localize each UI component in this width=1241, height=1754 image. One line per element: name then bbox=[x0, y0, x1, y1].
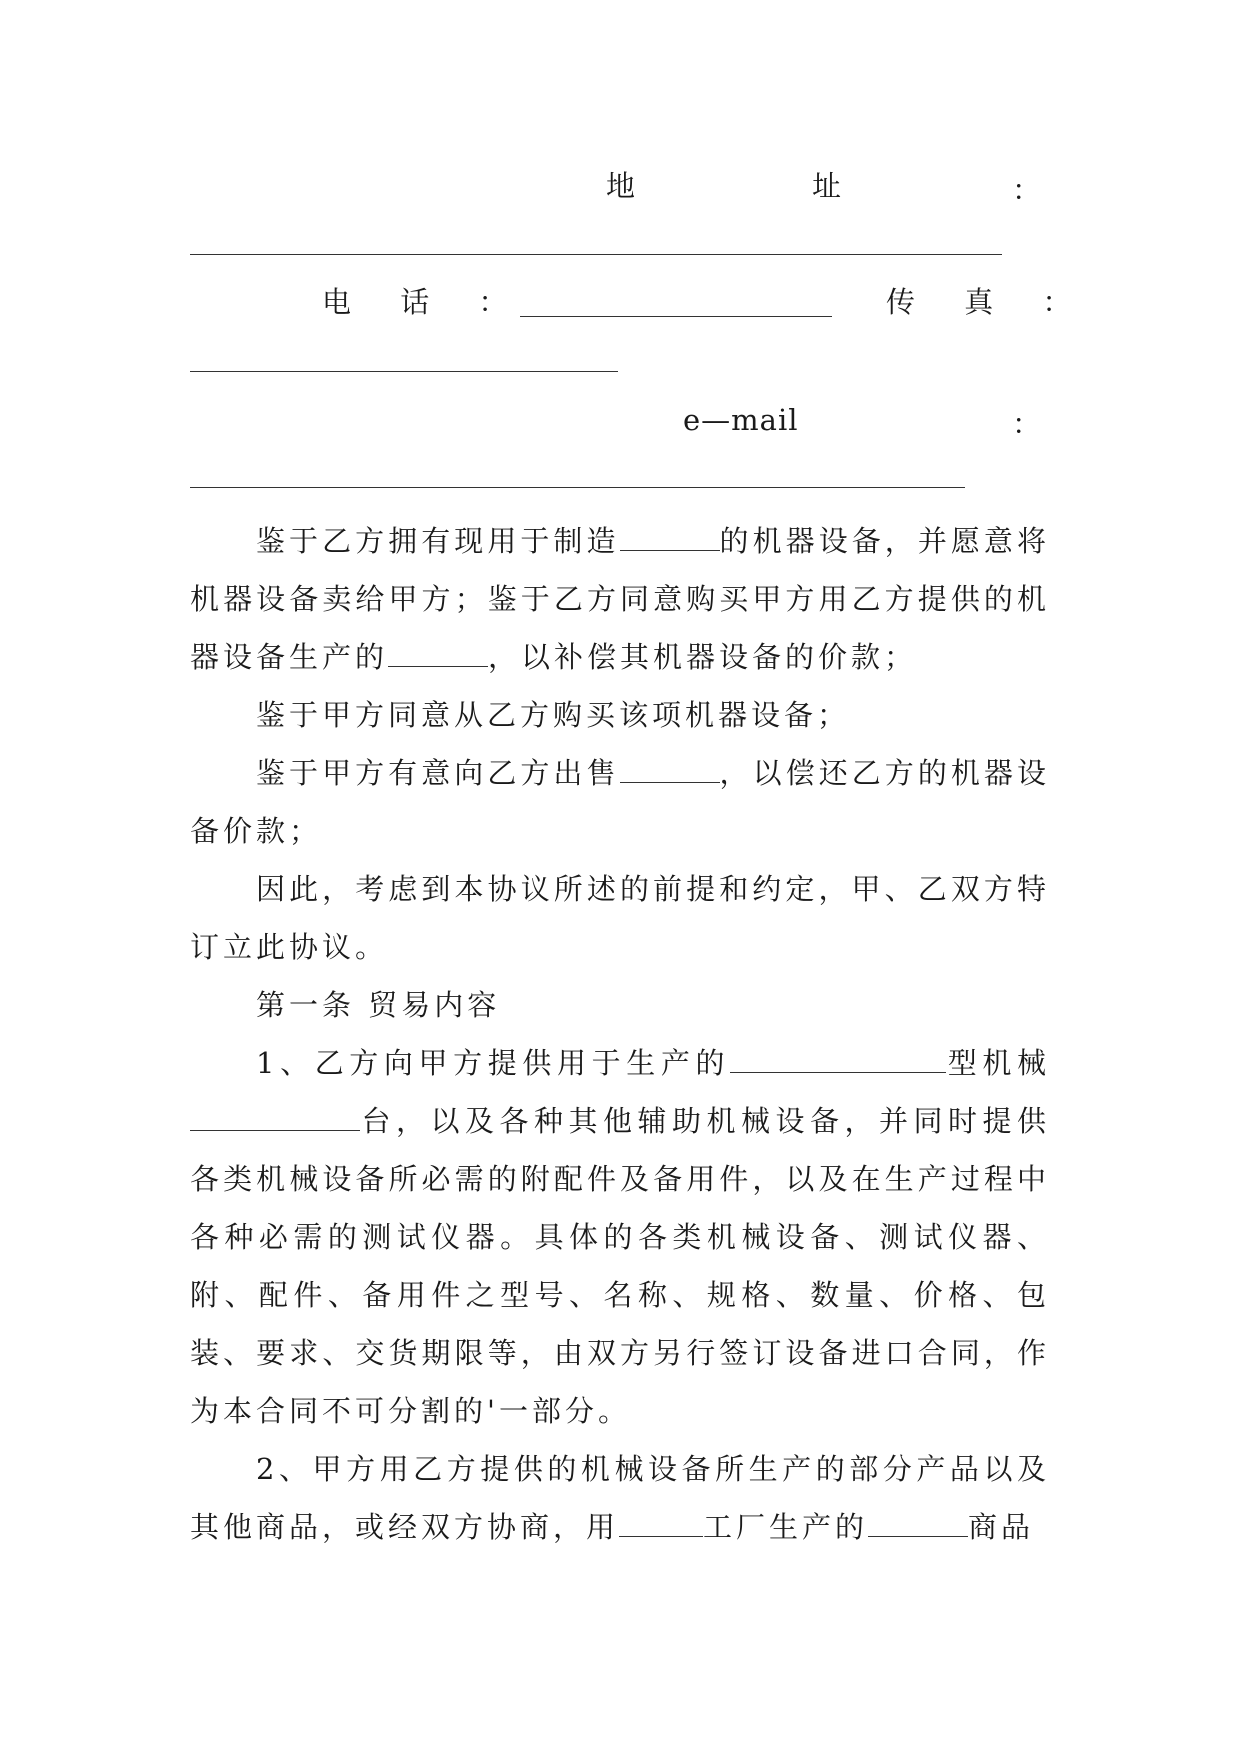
fax-label: 传 真 ： bbox=[886, 285, 1092, 319]
paragraph-recital-2: 鉴于甲方同意从乙方购买该项机器设备； bbox=[256, 698, 851, 732]
paragraph-conclusion: 因此，考虑到本协议所述的前提和约定，甲、乙双方特订立此协议。 bbox=[190, 872, 1050, 964]
blank-quantity bbox=[190, 1106, 360, 1131]
item-1-part-a: 1、乙方向甲方提供用于生产的 bbox=[256, 1046, 731, 1080]
item-1-part-c: 台，以及各种其他辅助机械设备，并同时提供各类机械设备所必需的附配件及备用件，以及在生产过程中各种必需的测试仪器。具体的各类机械设备、测试仪器、附、配件、备用件之型号、名称、规格、数量、价格、包装、要求、交货期限等，由双方另行签订设备进口合同，作为本合同不可分割的'一部分。 bbox=[190, 1104, 1050, 1428]
address-label-char-1: 地 bbox=[606, 169, 640, 203]
fax-fill-line bbox=[190, 371, 618, 372]
recital-3-part-b: ，以偿还乙方的机器设备价款； bbox=[190, 756, 1050, 848]
article-1-item-1 bbox=[190, 1034, 1050, 1440]
item-1-part-b: 型机械 bbox=[946, 1046, 1050, 1080]
paragraph-recital-3 bbox=[190, 744, 1050, 860]
recital-1-part-c: ，以补偿其机器设备的价款； bbox=[488, 640, 918, 674]
address-fill-line bbox=[190, 254, 1002, 255]
phone-fill-line bbox=[520, 316, 832, 317]
email-fill-line bbox=[190, 487, 965, 488]
blank-product-2 bbox=[388, 642, 488, 667]
article-1-item-2 bbox=[190, 1440, 1050, 1556]
item-2-part-a: 2、甲方用乙方提供的机械设备所生产的部分产品以及其他商品，或经双方协商，用 bbox=[190, 1452, 1050, 1544]
item-2-part-c: 商品 bbox=[968, 1510, 1035, 1544]
blank-goods bbox=[620, 758, 720, 783]
paragraph-recital-1 bbox=[190, 512, 1050, 686]
recital-1-part-a: 鉴于乙方拥有现用于制造 bbox=[256, 524, 620, 558]
address-colon: ： bbox=[1012, 173, 1046, 207]
email-label: e—mail bbox=[683, 403, 799, 437]
blank-model bbox=[730, 1048, 946, 1073]
item-2-part-b: 工厂生产的 bbox=[703, 1510, 869, 1544]
blank-product-1 bbox=[620, 526, 720, 551]
address-label-char-2: 址 bbox=[812, 169, 846, 203]
phone-label: 电 话 ： bbox=[322, 285, 528, 319]
recital-1-part-b: 的机器设备，并愿意将机器设备卖给甲方；鉴于乙方同意购买甲方用乙方提供的机器设备生产的 bbox=[190, 524, 1050, 674]
recital-3-part-a: 鉴于甲方有意向乙方出售 bbox=[256, 756, 620, 790]
article-1-heading: 第一条 贸易内容 bbox=[256, 988, 501, 1022]
blank-commodity bbox=[868, 1512, 968, 1537]
email-colon: ： bbox=[1012, 407, 1046, 441]
blank-factory bbox=[619, 1512, 703, 1537]
